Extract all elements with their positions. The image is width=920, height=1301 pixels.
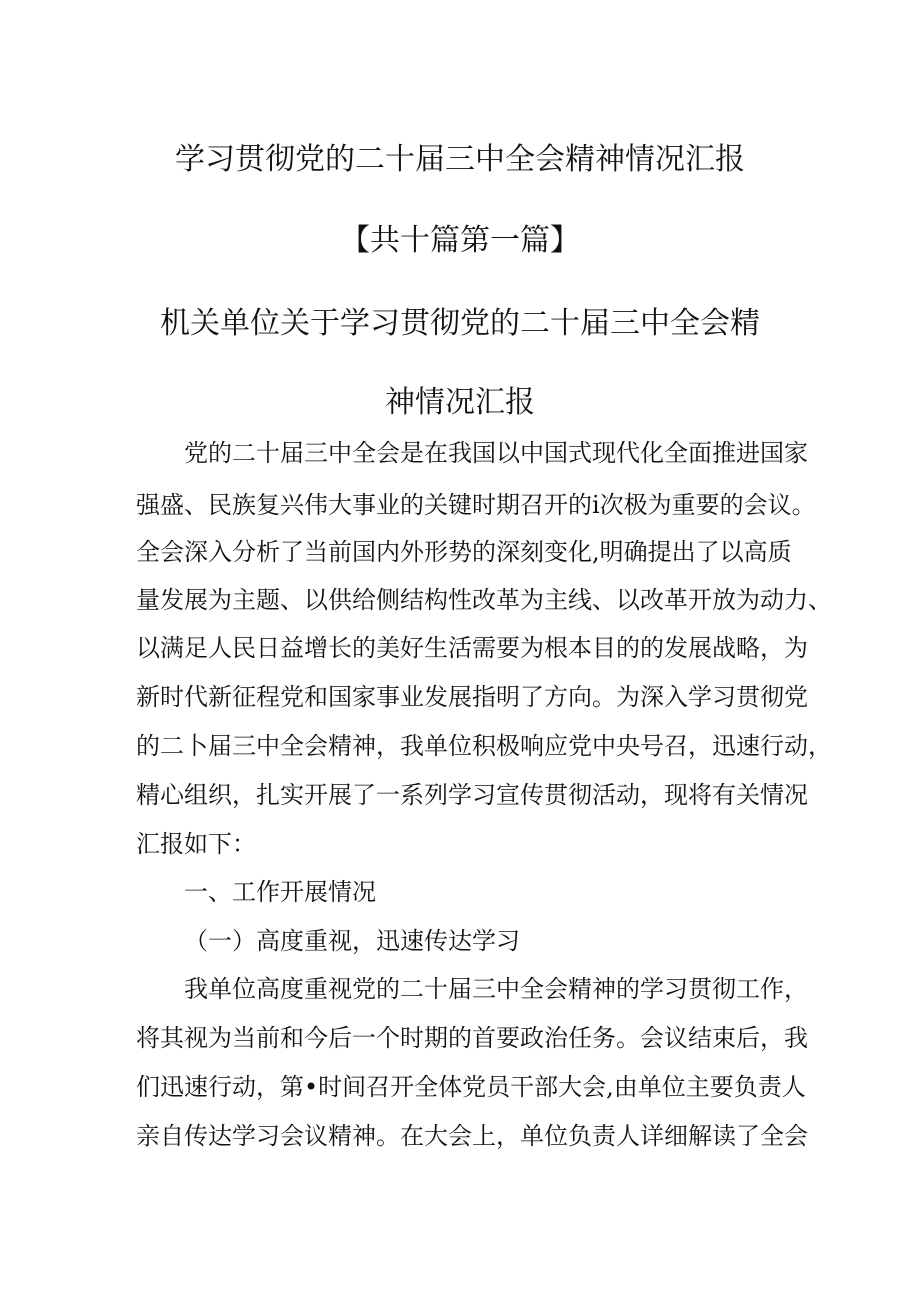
paragraph-line: 全会深入分析了当前国内外形势的深刻变化,明确提出了以高质 — [136, 538, 792, 566]
paragraph-line: 将其视为当前和今后一个时期的首要政治任务。会议结束后，我 — [136, 1024, 808, 1052]
paragraph-line: 党的二十届三中全会是在我国以中国式现代化全面推进国家 — [184, 439, 808, 467]
paragraph-line: 量发展为主题、以供给侧结构性改革为主线、以改革开放为动力、 — [136, 586, 832, 614]
paragraph-line: 汇报如下： — [136, 830, 256, 858]
paragraph-line: 亲自传达学习会议精神。在大会上，单位负责人详细解读了全会 — [136, 1122, 808, 1150]
paragraph-line: 们迅速行动，第•时间召开全体党员干部大会,由单位主要负责人 — [136, 1073, 806, 1101]
paragraph-line: 的二卜届三中全会精神，我单位积极响应党中央号召，迅速行动， — [136, 732, 832, 760]
document-subtitle: 【共十篇第一篇】 — [340, 223, 580, 258]
document-heading-line: 神情况汇报 — [385, 385, 535, 420]
document-title-line: 学习贯彻党的二十届三中全会精神情况汇报 — [175, 142, 745, 177]
section-heading: 一、工作开展情况 — [184, 878, 376, 906]
paragraph-line: 强盛、民族复兴伟大事业的关键时期召开的i次极为重要的会议。 — [136, 491, 816, 519]
paragraph-line: 新时代新征程党和国家事业发展指明了方向。为深入学习贯彻党 — [136, 683, 808, 711]
paragraph-line: 我单位高度重视党的二十届三中全会精神的学习贯彻工作， — [184, 975, 808, 1003]
paragraph-line: 精心组织，扎实开展了一系列学习宣传贯彻活动，现将有关情况 — [136, 781, 808, 809]
subsection-heading: （一）高度重视，迅速传达学习 — [184, 927, 520, 955]
document-heading-line: 机关单位关于学习贯彻党的二十届三中全会精 — [160, 306, 760, 341]
paragraph-line: 以满足人民日益增长的美好生活需要为根本目的的发展战略，为 — [136, 634, 808, 662]
